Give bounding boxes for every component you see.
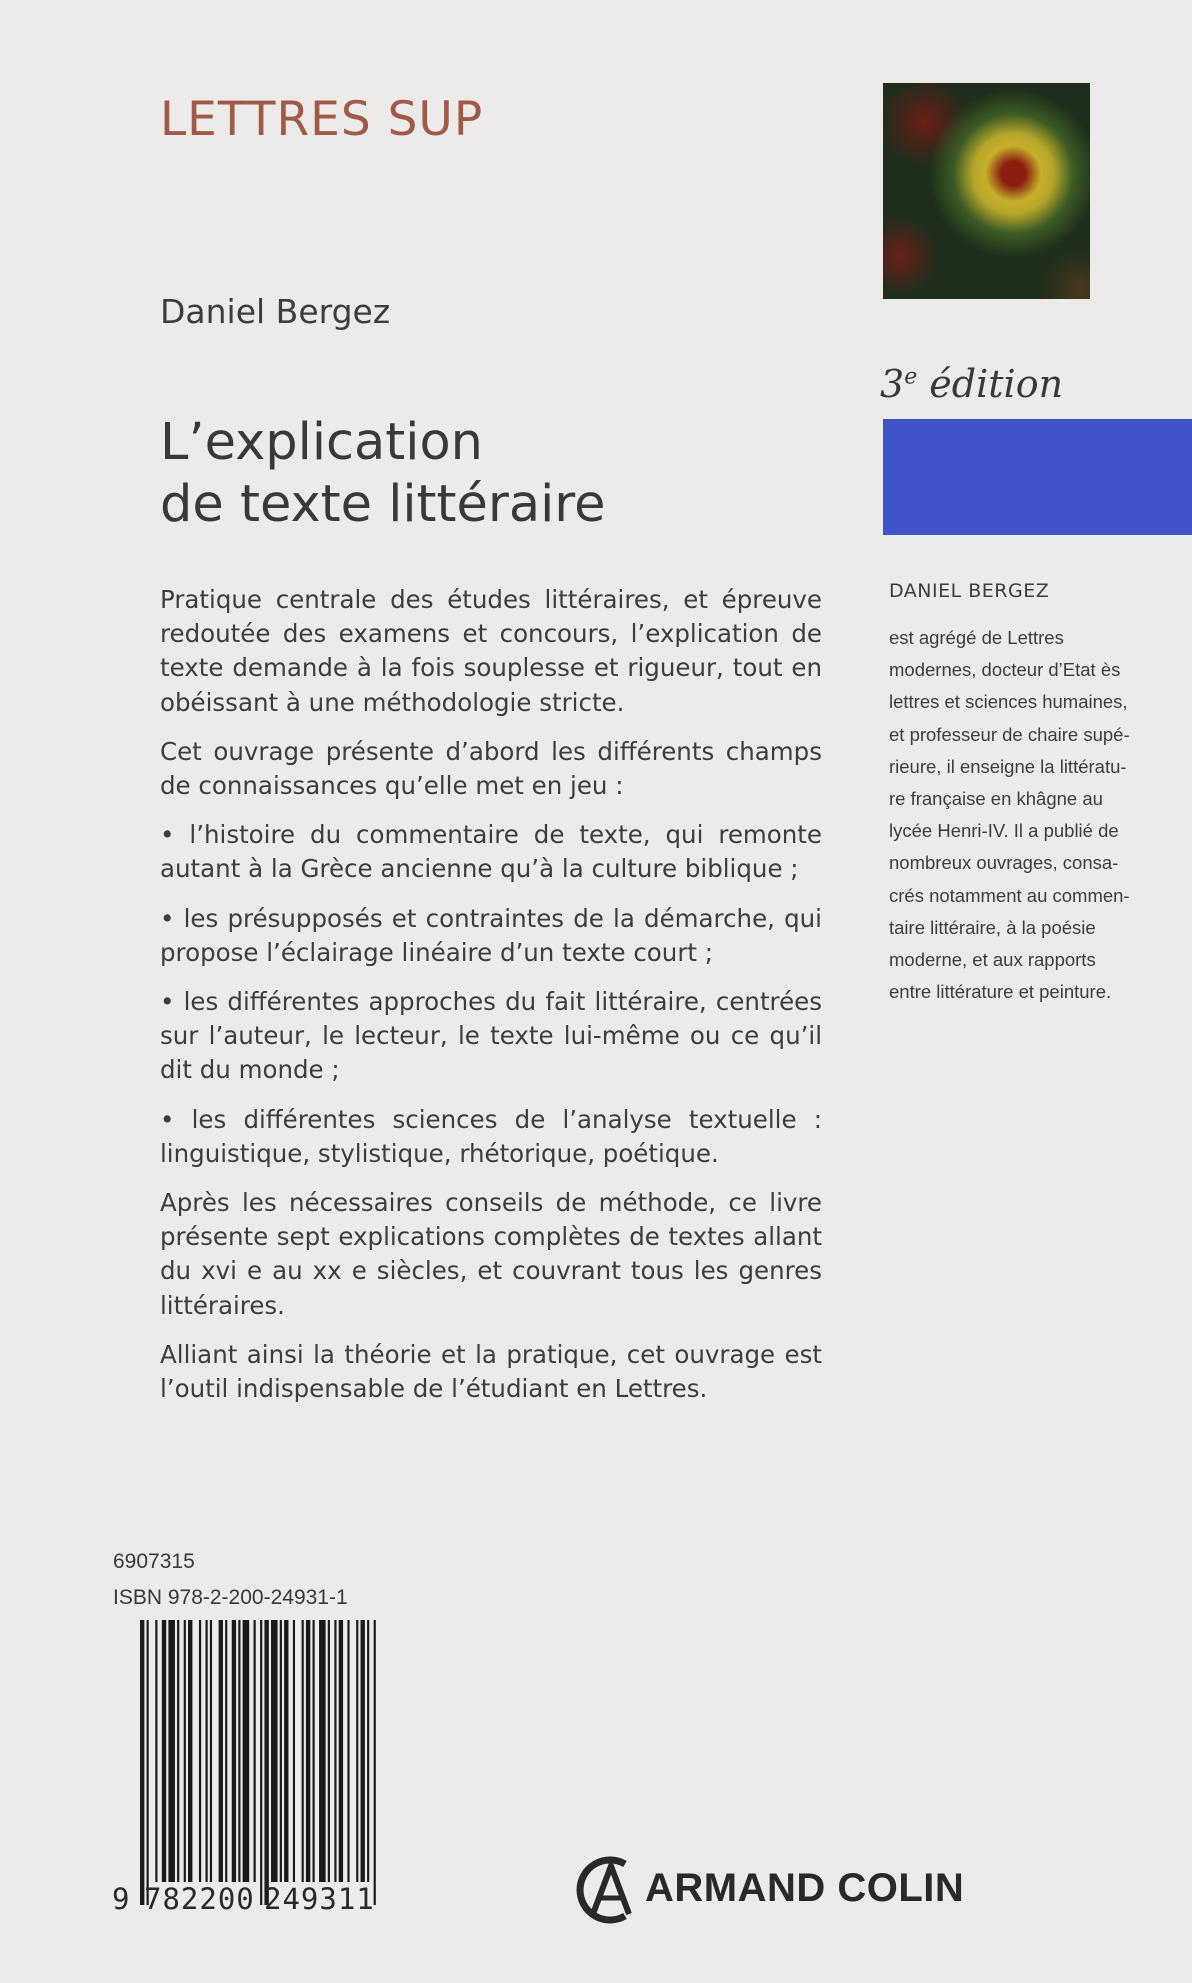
barcode-digit-group-2: 249311 xyxy=(264,1882,375,1916)
blurb-paragraph-4: Alliant ainsi la théorie et la pratique, cet ouvrage est l’outil indispensable de l’étudiant en Lettres. xyxy=(160,1339,822,1404)
author-name: Daniel Bergez xyxy=(160,292,391,331)
blurb-paragraph-3: Après les nécessaires conseils de méthode, ce livre présente sept explications complètes de textes allant du xvi e au xx e siècles, et couvrant tous les genres littéraires. xyxy=(160,1188,822,1320)
barcode-bar xyxy=(264,1620,268,1905)
bio-line: rieure, il enseigne la littératu- xyxy=(889,755,1127,777)
barcode-bar xyxy=(155,1620,157,1882)
barcode-bar xyxy=(361,1620,365,1882)
barcode-bar xyxy=(293,1620,295,1882)
barcode-bar xyxy=(177,1620,179,1882)
bio-line: re française en khâgne au xyxy=(889,788,1103,810)
bio-line: modernes, docteur d’Etat ès xyxy=(889,659,1121,681)
book-title xyxy=(160,412,606,536)
barcode-bar xyxy=(232,1620,236,1882)
edition-suffix: e xyxy=(904,364,918,390)
barcode xyxy=(140,1620,378,1905)
barcode-digit-group-1: 782200 xyxy=(144,1882,255,1916)
isbn: ISBN 978-2-200-24931-1 xyxy=(113,1586,348,1609)
barcode-bar xyxy=(254,1620,256,1882)
blurb-bullet-4: • les différentes sciences de l’analyse textuelle : linguistique, stylistique, rhétorique, poétique. xyxy=(160,1104,822,1168)
bio-line: taire littéraire, à la poésie xyxy=(889,916,1096,938)
blurb-bullet-1: • l’histoire du commentaire de texte, qui remonte autant à la Grèce ancienne qu’à la culture biblique ; xyxy=(160,820,822,884)
barcode-bar xyxy=(306,1620,310,1882)
barcode-bar xyxy=(302,1620,304,1882)
barcode-bar xyxy=(284,1620,288,1882)
barcode-bar xyxy=(271,1620,278,1882)
barcode-bar xyxy=(374,1620,376,1905)
barcode-bar xyxy=(328,1620,330,1882)
barcode-bar xyxy=(199,1620,201,1882)
bio-author-name: DANIEL BERGEZ xyxy=(889,580,1050,602)
bio-line: lettres et sciences humaines, xyxy=(889,691,1128,713)
bio-line: entre littérature et peinture. xyxy=(889,981,1112,1003)
barcode-bar xyxy=(280,1620,282,1882)
barcode-bar xyxy=(140,1620,144,1905)
bio-line: moderne, et aux rapports xyxy=(889,949,1096,971)
blurb xyxy=(160,583,822,1406)
blurb-paragraph-2: Cet ouvrage présente d’abord les différents champs de connaissances qu’elle met en jeu : xyxy=(160,736,822,801)
barcode-bar xyxy=(184,1620,186,1882)
barcode-bar xyxy=(206,1620,208,1882)
barcode-bar xyxy=(210,1620,212,1882)
bio-line: et professeur de chaire supé- xyxy=(889,723,1130,745)
product-code: 6907315 xyxy=(113,1550,195,1573)
cover-thumbnail-image xyxy=(883,83,1090,299)
barcode-bar xyxy=(339,1620,343,1882)
barcode-bar xyxy=(260,1620,262,1905)
barcode-bar xyxy=(334,1620,336,1882)
bio-line: lycée Henri-IV. Il a publié de xyxy=(889,820,1119,842)
barcode-bar xyxy=(319,1620,326,1882)
barcode-bar xyxy=(238,1620,240,1882)
armand-colin-logo-icon xyxy=(567,1850,649,1930)
color-block xyxy=(883,419,1192,535)
barcode-bar xyxy=(243,1620,250,1882)
author-bio xyxy=(889,622,1139,1008)
barcode-bar xyxy=(162,1620,166,1882)
book-title-line-2: de texte littéraire xyxy=(160,475,606,534)
edition-word: édition xyxy=(917,362,1064,406)
edition-label xyxy=(880,362,1063,406)
blurb-bullet-2: • les présupposés et contraintes de la démarche, qui propose l’éclairage linéaire d’un texte court ; xyxy=(160,903,822,967)
book-title-line-1: L’explication xyxy=(160,413,483,472)
barcode-bar xyxy=(312,1620,314,1882)
barcode-bar xyxy=(219,1620,223,1882)
edition-number: 3 xyxy=(880,362,905,406)
series-name: LETTRES SUP xyxy=(160,92,484,147)
barcode-bar xyxy=(225,1620,227,1882)
barcode-bar xyxy=(147,1620,149,1905)
publisher-name: ARMAND COLIN xyxy=(645,1866,965,1910)
bio-line: nombreux ouvrages, consa- xyxy=(889,852,1119,874)
barcode-bar xyxy=(367,1620,369,1882)
barcode-digit-first: 9 xyxy=(112,1882,130,1916)
barcode-bar xyxy=(356,1620,358,1882)
blurb-paragraph-1: Pratique centrale des études littéraires, et épreuve redoutée des examens et concours, l’explication de texte demande à la fois souplesse et rigueur, tout en obéissant à une méthodologie stricte. xyxy=(160,585,822,717)
blurb-bullet-3: • les différentes approches du fait littéraire, centrées sur l’auteur, le lecteur, le texte lui-même ou ce qu’il dit du monde ; xyxy=(160,987,822,1085)
bio-line: est agrégé de Lettres xyxy=(889,627,1064,648)
barcode-bar xyxy=(188,1620,192,1882)
barcode-bar xyxy=(168,1620,175,1882)
bio-line: crés notamment au commen- xyxy=(889,884,1130,906)
barcode-bar xyxy=(347,1620,349,1882)
